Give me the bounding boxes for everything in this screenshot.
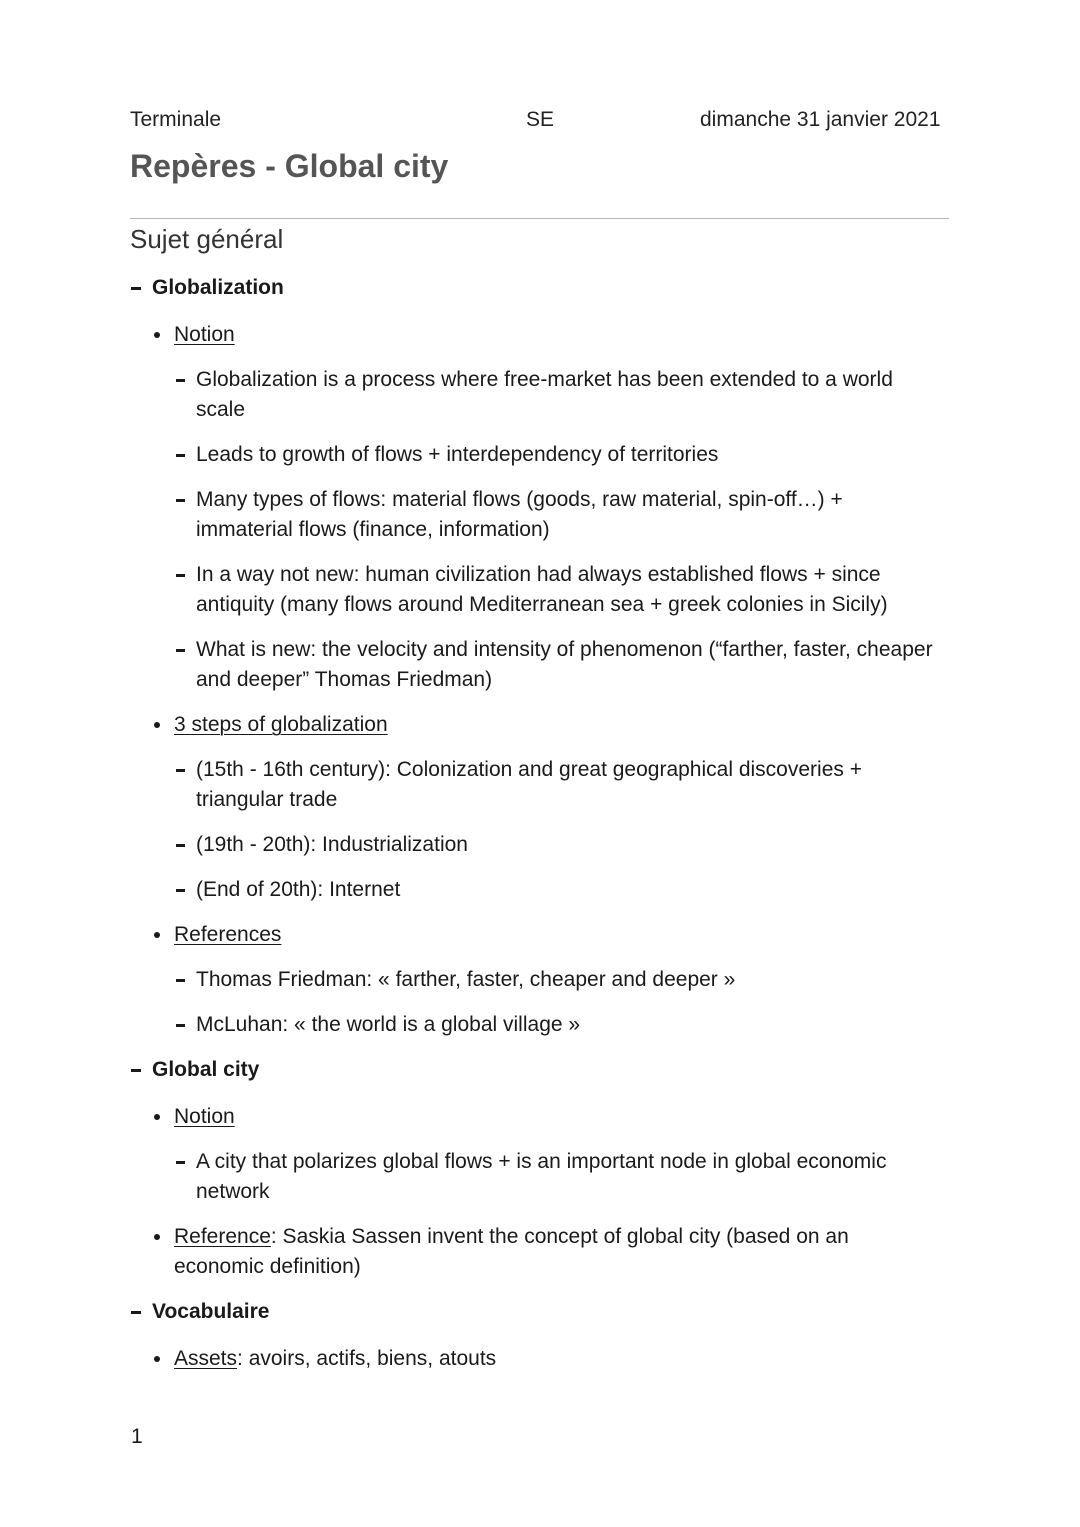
list-item: Many types of flows: material flows (goods, raw material, spin-off…) + immaterial flows (finance, information) [196,488,843,541]
list-item: Thomas Friedman: « farther, faster, cheaper and deeper » [196,968,736,991]
vocab-definition: : avoirs, actifs, biens, atouts [237,1347,497,1370]
group-label-steps: 3 steps of globalization [174,713,388,736]
section-heading-globalization: Globalization [152,276,284,299]
section-heading-vocabulaire: Vocabulaire [152,1300,270,1323]
item-dash [176,844,185,847]
item-dash [176,454,185,457]
vocab-entry [174,1344,496,1374]
bullet [154,1234,160,1240]
group-label-references: References [174,923,282,946]
bullet [154,332,160,338]
reference-entry [174,1222,894,1282]
list-item: Globalization is a process where free-market has been extended to a world scale [196,368,893,421]
section-dash [131,287,141,290]
header-class: Terminale [130,108,222,131]
list-item: A city that polarizes global flows + is an important node in global economic network [196,1150,887,1203]
item-dash [176,769,185,772]
list-item: What is new: the velocity and intensity of phenomenon (“farther, faster, cheaper and deeper” Thomas Friedman) [196,638,933,691]
list-item: (15th - 16th century): Colonization and great geographical discoveries + triangular trade [196,758,862,811]
list-item: In a way not new: human civilization had always established flows + since antiquity (many flows around Mediterranean sea + greek colonies in Sicily) [196,563,888,616]
title-divider [130,218,949,219]
bullet [154,932,160,938]
list-item: McLuhan: « the world is a global village » [196,1013,581,1036]
item-dash [176,889,185,892]
section-dash [131,1069,141,1072]
section-dash [131,1311,141,1314]
bullet [154,722,160,728]
list-item: (End of 20th): Internet [196,878,401,901]
subject-heading: Sujet général [130,224,284,254]
item-dash [176,649,185,652]
header-date: dimanche 31 janvier 2021 [700,108,941,131]
reference-label: Reference [174,1225,271,1248]
vocab-term: Assets [174,1347,238,1370]
page-title: Repères - Global city [130,148,449,184]
group-label-notion: Notion [174,1105,235,1128]
list-item: (19th - 20th): Industrialization [196,833,468,856]
item-dash [176,1161,185,1164]
item-dash [176,979,185,982]
group-label-notion: Notion [174,323,235,346]
page-number: 1 [131,1425,143,1448]
item-dash [176,499,185,502]
item-dash [176,574,185,577]
bullet [154,1356,160,1362]
list-item: Leads to growth of flows + interdependency of territories [196,443,719,466]
item-dash [176,1024,185,1027]
item-dash [176,379,185,382]
bullet [154,1114,160,1120]
reference-text: : Saskia Sassen invent the concept of global city (based on an economic definition) [174,1225,849,1278]
header-section: SE [526,108,555,131]
section-heading-global-city: Global city [152,1058,260,1081]
